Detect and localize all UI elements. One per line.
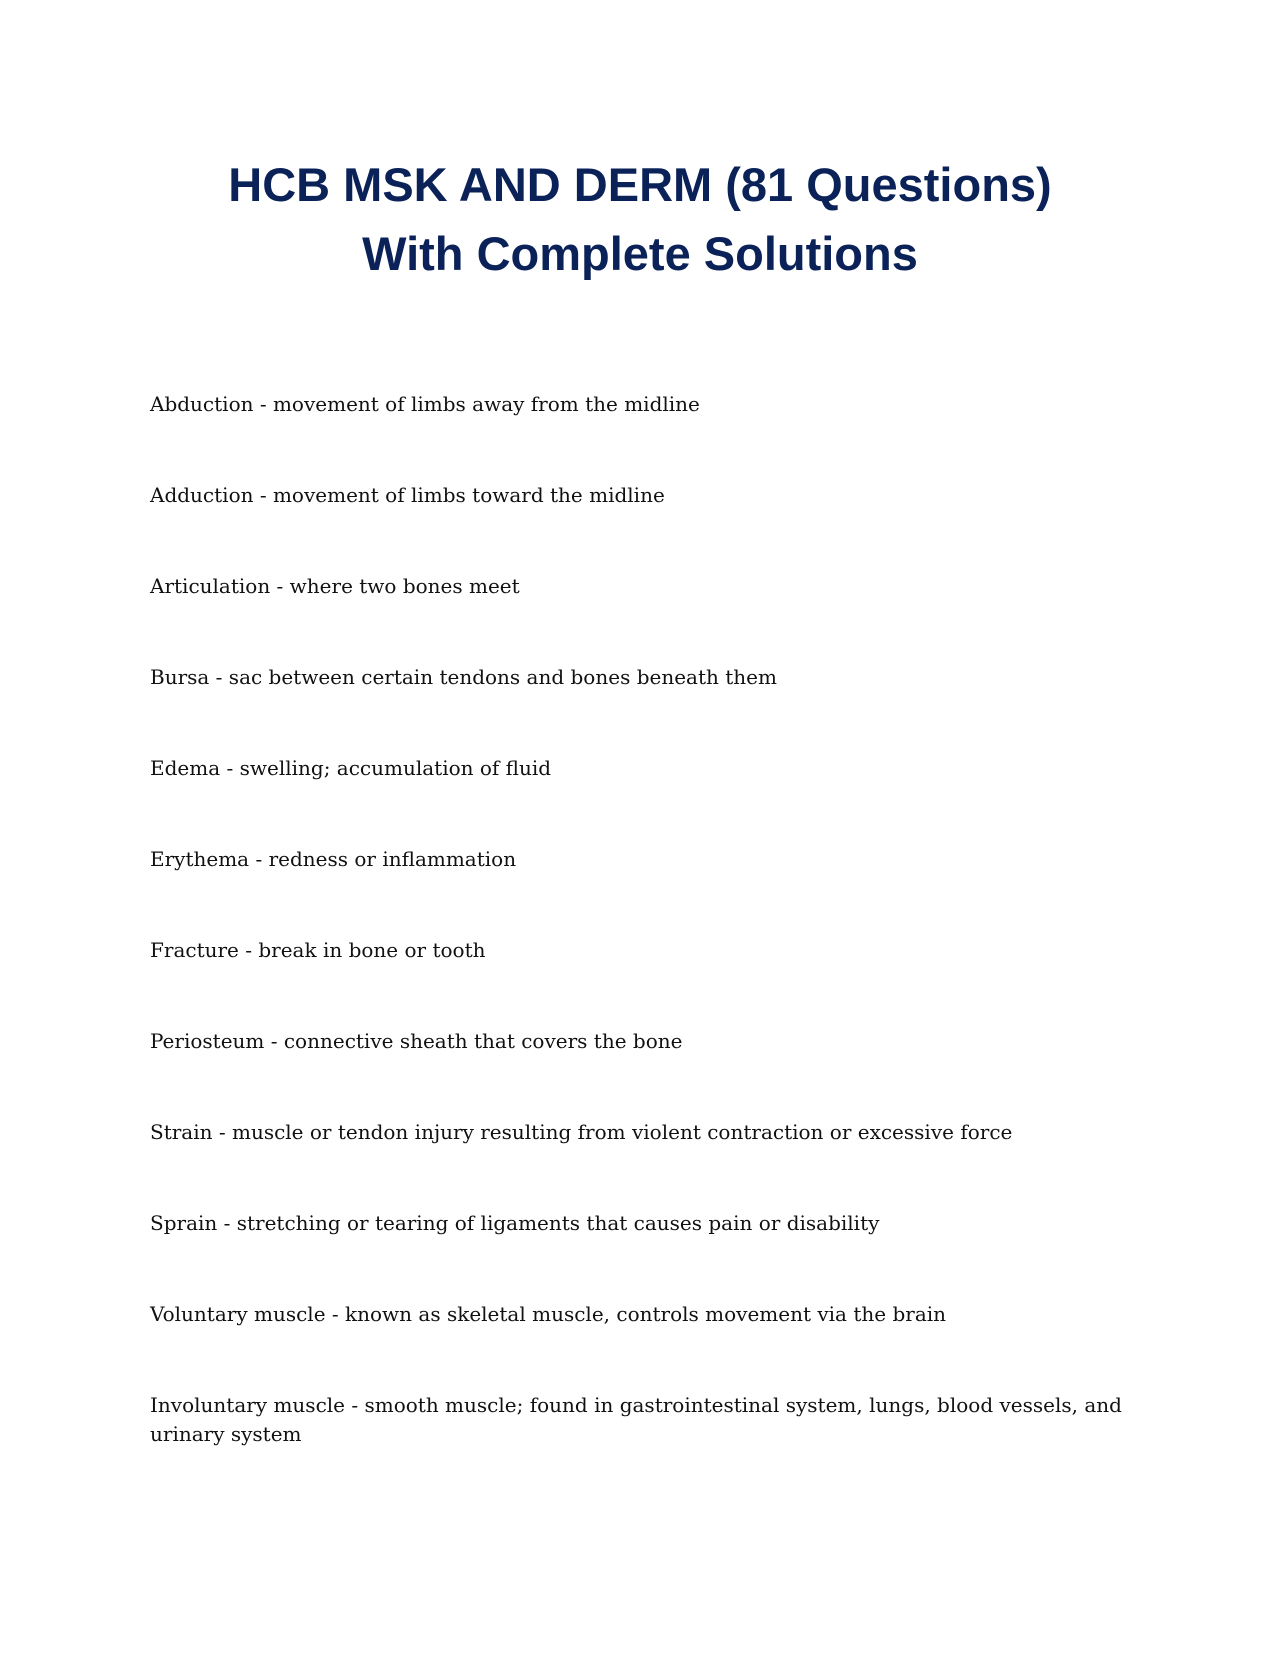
title-line-1: HCB MSK AND DERM (81 Questions) — [228, 158, 1052, 211]
definition-entry-bursa: Bursa - sac between certain tendons and bones beneath them — [150, 665, 777, 689]
definition-entry-edema: Edema - swelling; accumulation of fluid — [150, 756, 552, 780]
definition-entry-voluntary-muscle: Voluntary muscle - known as skeletal muscle, controls movement via the brain — [150, 1302, 947, 1326]
definition-entry-abduction: Abduction - movement of limbs away from the midline — [150, 392, 700, 416]
definition-entry-periosteum: Periosteum - connective sheath that covers the bone — [150, 1029, 683, 1053]
definition-entry-articulation: Articulation - where two bones meet — [150, 574, 520, 598]
definition-entry-strain: Strain - muscle or tendon injury resulting from violent contraction or excessive force — [150, 1120, 1013, 1144]
document-title — [0, 150, 1280, 288]
definition-entry-sprain: Sprain - stretching or tearing of ligaments that causes pain or disability — [150, 1211, 880, 1235]
definition-entry-fracture: Fracture - break in bone or tooth — [150, 938, 486, 962]
definition-entry-adduction: Adduction - movement of limbs toward the midline — [150, 483, 665, 507]
title-line-2: With Complete Solutions — [362, 227, 918, 280]
definition-list — [150, 390, 1140, 1511]
definition-entry-involuntary-muscle: Involuntary muscle - smooth muscle; found in gastrointestinal system, lungs, blood vessels, and urinary system — [150, 1393, 1122, 1446]
definition-entry-erythema: Erythema - redness or inflammation — [150, 847, 517, 871]
